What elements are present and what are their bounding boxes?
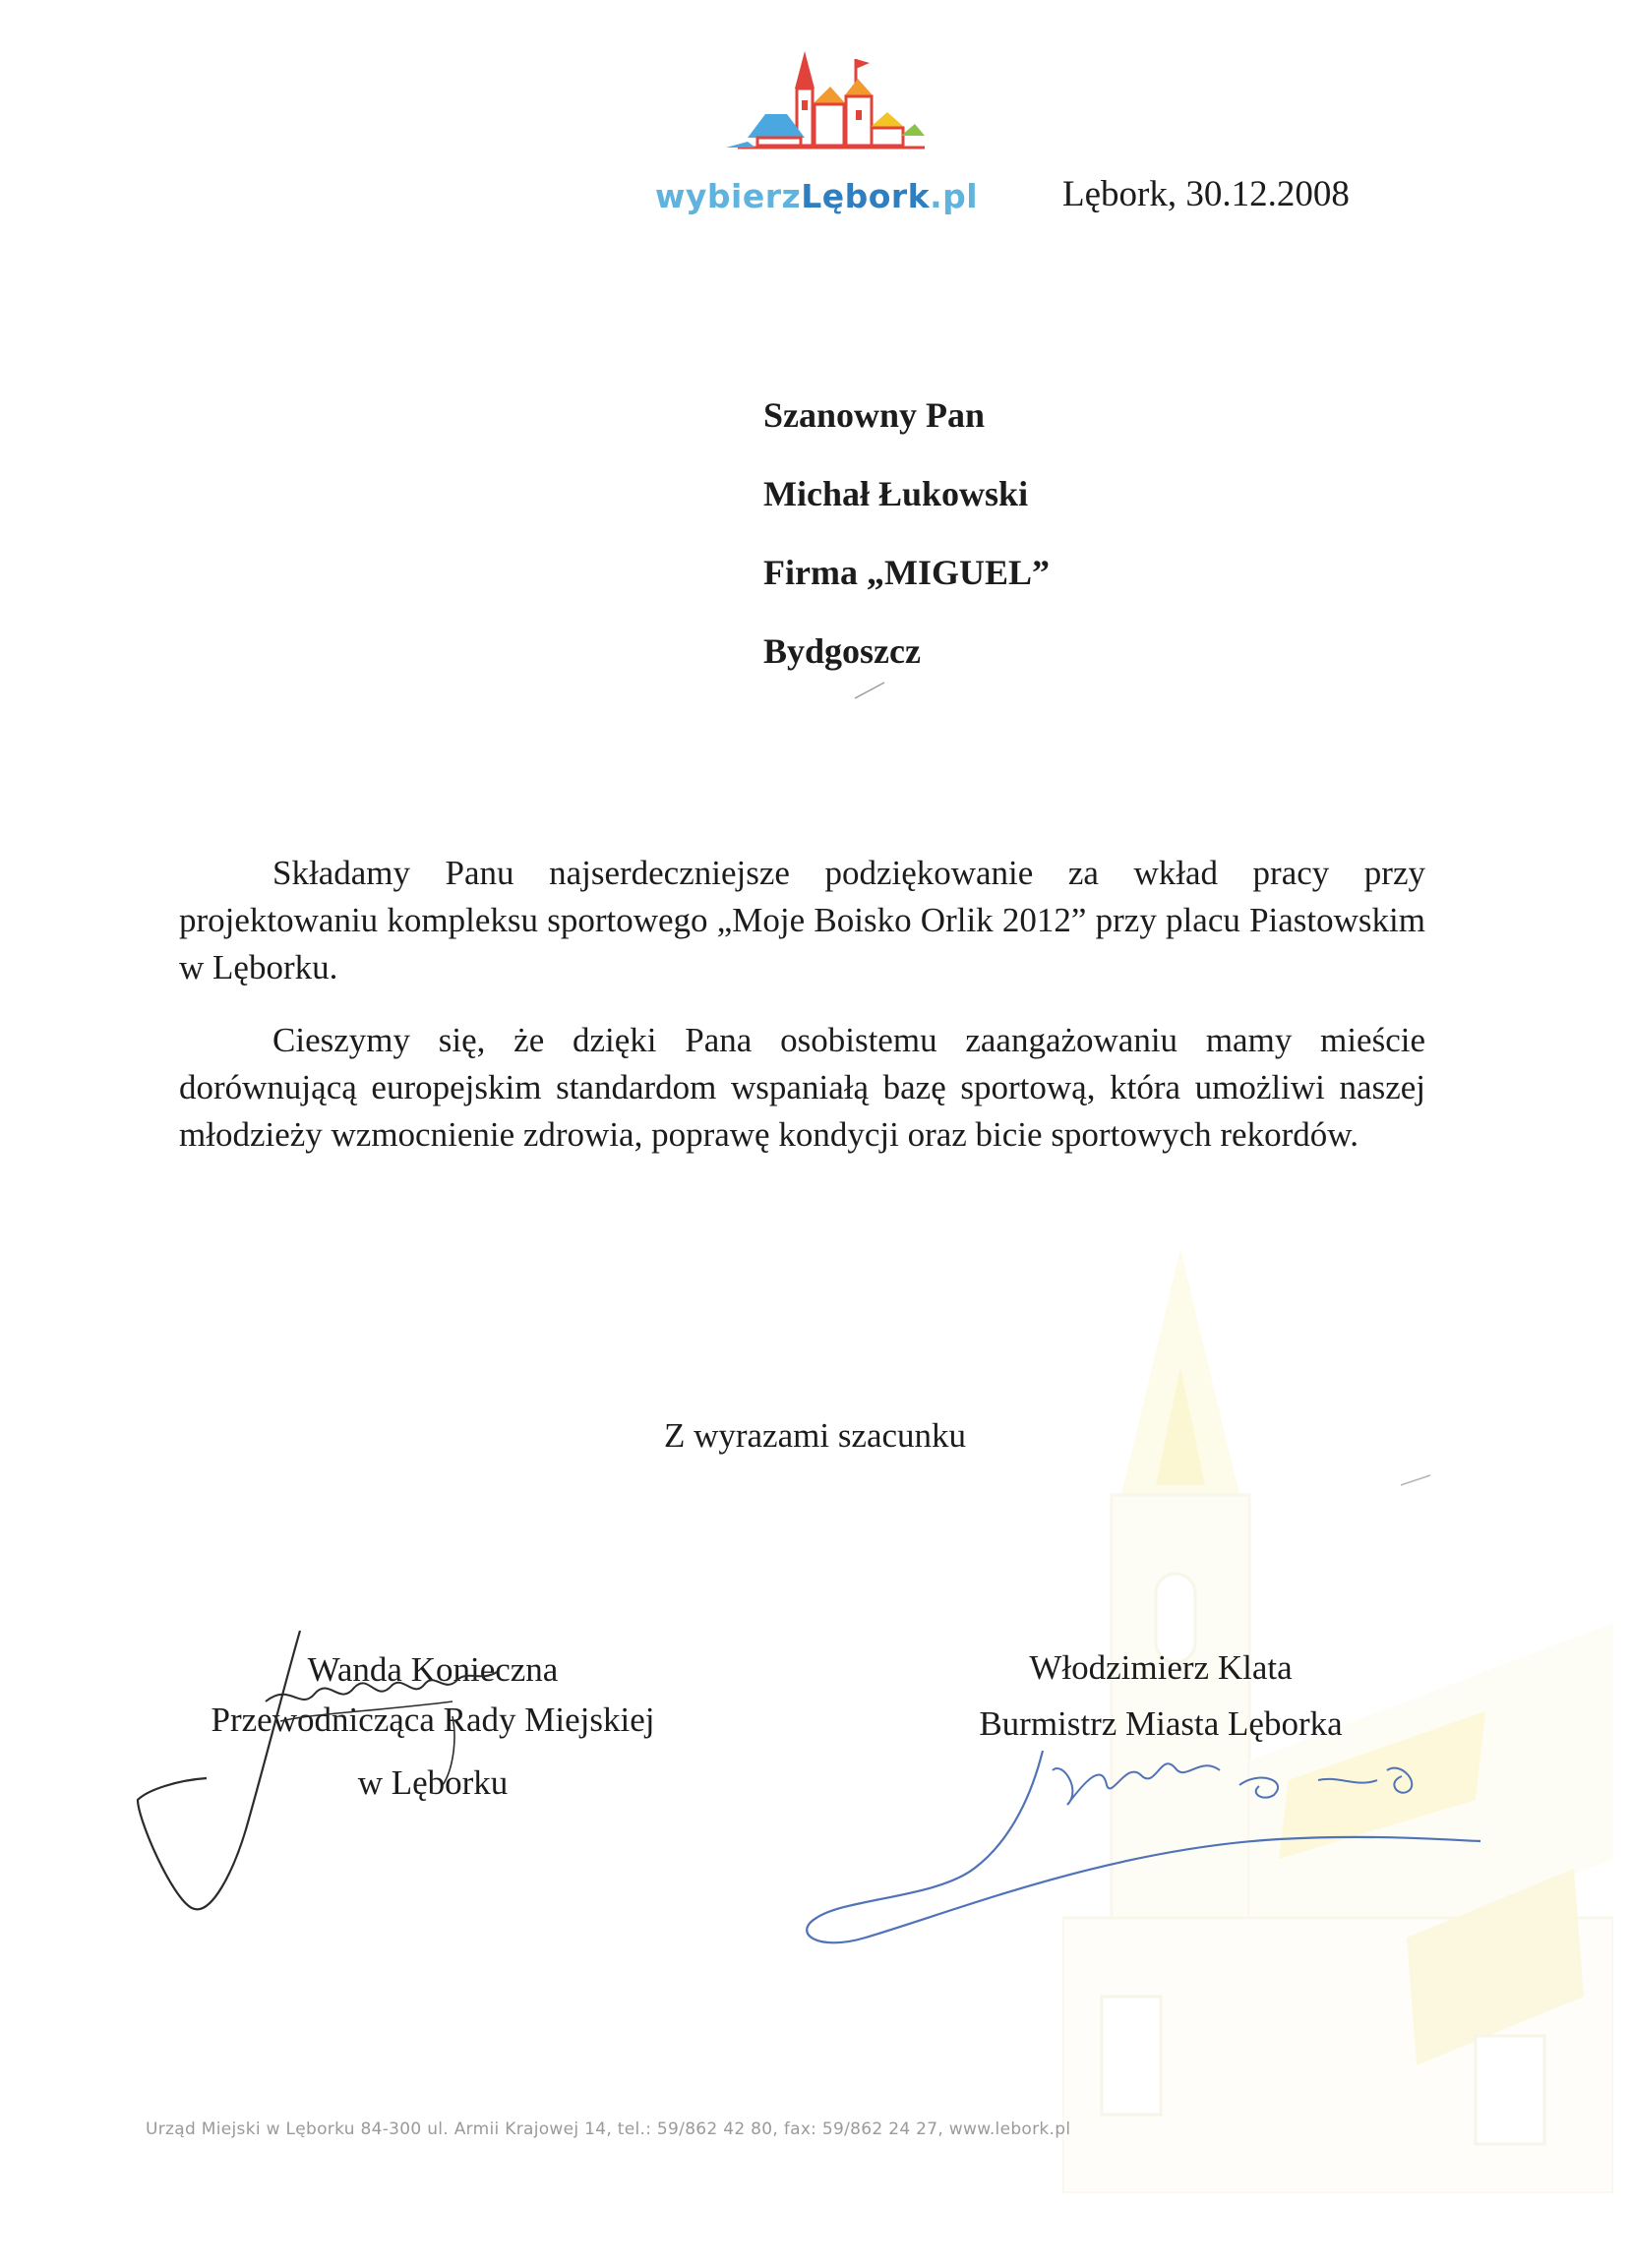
closing-phrase: Z wyrazami szacunku (663, 1416, 967, 1455)
recipient-salutation: Szanowny Pan (763, 395, 986, 435)
footer-address: Urząd Miejski w Lęborku 84-300 ul. Armii Krajowej 14, tel.: 59/862 42 80, fax: 59/862 24 27, www.lebork.pl (146, 2119, 1071, 2139)
letter-body (179, 850, 1425, 1184)
recipient-company: Firma „MIGUEL” (763, 553, 1050, 592)
recipient-block (763, 388, 1050, 703)
signatory-left-place: w Lęborku (357, 1763, 509, 1802)
signatory-left (177, 1644, 689, 1808)
place-date: Lębork, 30.12.2008 (1062, 174, 1350, 214)
signatory-left-name: Wanda Konieczna (307, 1650, 559, 1689)
signatory-right-name: Włodzimierz Klata (1029, 1648, 1293, 1687)
signatory-right (915, 1642, 1407, 1749)
logo-wordmark (649, 177, 984, 215)
logo-text-part3: .pl (930, 177, 979, 215)
logo-text-part2: Lębork (801, 177, 931, 215)
recipient-city: Bydgoszcz (763, 631, 921, 671)
old-town-logo-icon (708, 49, 925, 177)
body-paragraph-1: Składamy Panu najserdeczniejsze podziękowanie za wkład pracy przy projektowaniu kompleksu sportowego „Moje Boisko Orlik 2012” przy placu Piastowskim w Lęborku. (179, 854, 1425, 986)
signatory-left-title: Przewodnicząca Rady Miejskiej (211, 1701, 655, 1739)
logo (649, 49, 984, 226)
recipient-name: Michał Łukowski (763, 474, 1029, 513)
signatory-right-title: Burmistrz Miasta Lęborka (979, 1704, 1343, 1743)
logo-text-part1: wybierz (654, 177, 802, 215)
body-paragraph-2: Cieszymy się, że dzięki Pana osobistemu zaangażowaniu mamy mieście dorównującą europejskim standardom wspaniałą bazę sportową, która umożliwi naszej młodzieży wzmocnienie zdrowia, poprawę kondycji oraz bicie sportowych rekordów. (179, 1021, 1425, 1154)
